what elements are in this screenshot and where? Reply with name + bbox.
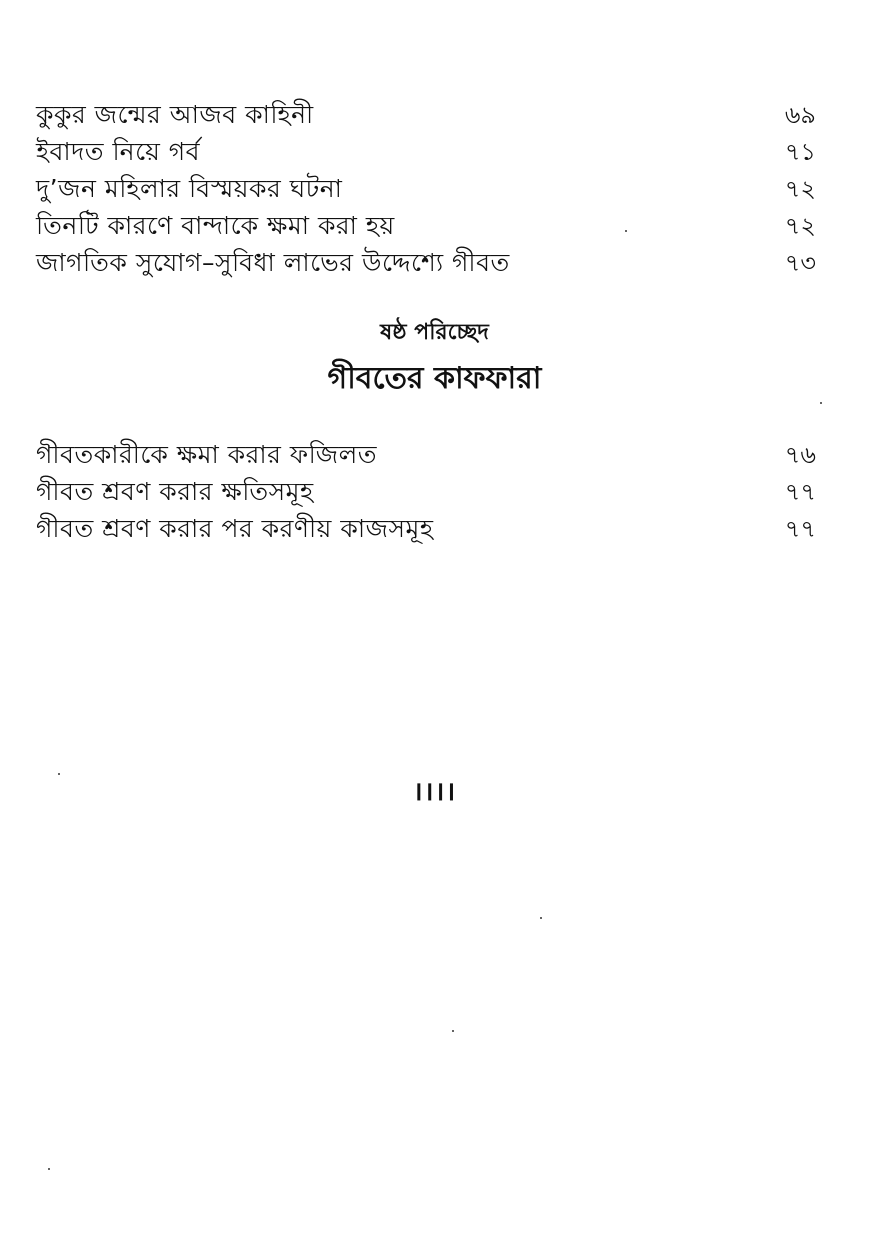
toc-section-two	[36, 436, 816, 547]
scan-speck	[820, 402, 822, 404]
toc-entry-page: ৭৭	[784, 478, 816, 506]
toc-entry	[36, 207, 816, 244]
toc-entry	[36, 170, 816, 207]
end-mark: ।।।।	[412, 777, 457, 807]
toc-entry-title: গীবত শ্রবণ করার পর করণীয় কাজসমূহ	[36, 514, 434, 543]
toc-entry-title: দু’জন মহিলার বিস্ময়কর ঘটনা	[36, 174, 343, 203]
toc-entry-title: গীবতকারীকে ক্ষমা করার ফজিলত	[36, 440, 378, 469]
toc-entry	[36, 96, 816, 133]
toc-entry	[36, 436, 816, 473]
toc-entry-page: ৭২	[784, 175, 816, 203]
toc-entry-title: জাগতিক সুযোগ–সুবিধা লাভের উদ্দেশ্যে গীবত	[36, 248, 510, 277]
scan-speck	[48, 1168, 50, 1170]
toc-entry	[36, 133, 816, 170]
toc-entry	[36, 473, 816, 510]
scan-speck	[540, 917, 542, 919]
toc-entry-title: ইবাদত নিয়ে গর্ব	[36, 137, 201, 166]
scan-speck	[58, 773, 60, 775]
scan-speck	[625, 230, 627, 232]
toc-entry-title: গীবত শ্রবণ করার ক্ষতিসমূহ	[36, 477, 314, 506]
toc-entry-page: ৭৭	[784, 515, 816, 543]
toc-entry-page: ৭৬	[784, 441, 816, 469]
toc-entry	[36, 510, 816, 547]
toc-entry-page: ৭২	[784, 212, 816, 240]
chapter-label: ষষ্ঠ পরিচ্ছেদ	[380, 320, 489, 345]
toc-entry-title: কুকুর জন্মের আজব কাহিনী	[36, 100, 314, 129]
toc-entry-page: ৭১	[784, 138, 816, 166]
toc-entry	[36, 244, 816, 281]
chapter-title: গীবতের কাফফারা	[327, 361, 542, 396]
toc-section-one	[36, 96, 816, 281]
toc-entry-title: তিনটি কারণে বান্দাকে ক্ষমা করা হয়	[36, 211, 395, 240]
scan-speck	[452, 1030, 454, 1032]
toc-entry-page: ৬৯	[784, 101, 816, 129]
toc-entry-page: ৭৩	[784, 249, 816, 277]
